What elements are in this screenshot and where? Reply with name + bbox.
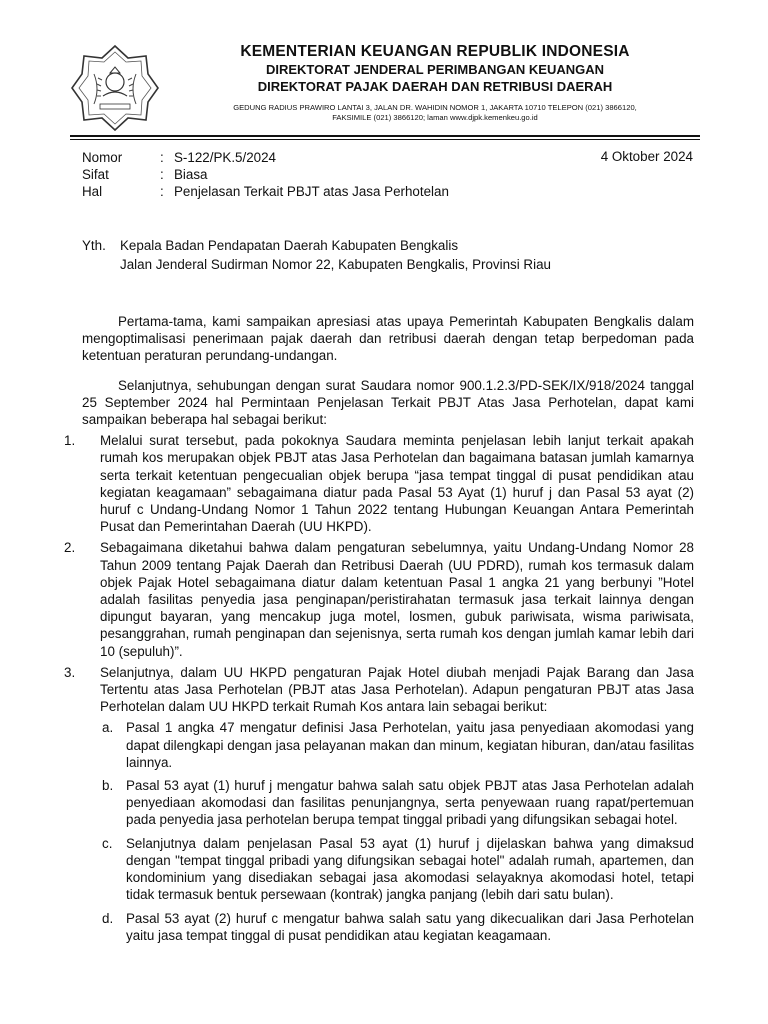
paragraph-1: Pertama-tama, kami sampaikan apresiasi atas upaya Pemerintah Kabupaten Bengkalis dalam mengoptimalisasi penerimaan pajak daerah dan retribusi daerah dengan tetap berpedoman pada ketentuan peraturan perundang-undangan. xyxy=(82,314,694,364)
spacer xyxy=(82,255,120,274)
letterhead xyxy=(170,42,700,123)
yth-label: Yth. xyxy=(82,238,106,253)
addressee-block xyxy=(82,236,551,274)
sub-list-item xyxy=(82,719,694,771)
list-number: 3. xyxy=(64,664,76,680)
sifat-row xyxy=(82,166,449,183)
letter-date: 4 Oktober 2024 xyxy=(600,149,693,164)
list-item xyxy=(64,432,694,535)
directorate-name: DIREKTORAT PAJAK DAERAH DAN RETRIBUSI DAERAH xyxy=(257,79,613,94)
hal-label: Hal xyxy=(82,184,103,199)
sub-list-item xyxy=(82,777,694,829)
sifat-value: Biasa xyxy=(174,167,208,182)
list-item xyxy=(64,539,694,659)
list-number: 1. xyxy=(64,433,76,449)
kemenkeu-emblem-icon xyxy=(70,44,160,132)
letterhead-rule-thick xyxy=(70,135,700,137)
sub-list-text: Pasal 53 ayat (2) huruf c mengatur bahwa salah satu yang dikecualikan dari Jasa Perhotelan yaitu jasa tempat tinggal di pusat pendidikan atau kegiatan keagamaan. xyxy=(126,910,694,943)
addressee-address: Jalan Jenderal Sudirman Nomor 22, Kabupaten Bengkalis, Provinsi Riau xyxy=(120,257,551,272)
sifat-label: Sifat xyxy=(82,167,109,182)
list-item-text: Melalui surat tersebut, pada pokoknya Saudara meminta penjelasan lebih lanjut terkait apakah rumah kos merupakan objek PBJT atas Jasa Perhotelan dan bagaimana batasan jumlah kamarnya serta terkait ketentuan pengecualian objek berupa “jasa tempat tinggal di pusat pendidikan atau kegiatan keagamaan” sebagaimana diatur pada Pasal 53 Ayat (1) huruf j dan Pasal 53 ayat (2) huruf c Undang-Undang Nomor 1 Tahun 2022 tentang Hubungan Keuangan Antara Pemerintah Pusat dan Pemerintahan Daerah (UU HKPD). xyxy=(100,433,694,535)
nomor-label: Nomor xyxy=(82,150,123,165)
hal-value: Penjelasan Terkait PBJT atas Jasa Perhotelan xyxy=(174,184,449,199)
colon: : xyxy=(160,150,164,165)
nomor-value: S-122/PK.5/2024 xyxy=(174,150,276,165)
colon: : xyxy=(160,167,164,182)
list-item-text: Sebagaimana diketahui bahwa dalam pengaturan sebelumnya, yaitu Undang-Undang Nomor 28 Tahun 2009 tentang Pajak Daerah dan Retribusi Daerah (UU PDRD), rumah kos termasuk dalam objek Pajak Hotel sebagaimana diatur dalam ketentuan Pasal 1 angka 21 yang berbunyi ”Hotel adalah fasilitas penyedia jasa penginapan/peristirahatan termasuk jasa terkait lainnya dengan dipungut bayaran, yang mencakup juga motel, losmen, gubuk pariwisata, wisma pariwisata, pesanggrahan, rumah penginapan dan sejenisnya, serta rumah kos dengan jumlah kamar lebih dari 10 (sepuluh)”. xyxy=(100,540,694,659)
sub-list-letter: c. xyxy=(102,835,113,851)
letterhead-rule-thin xyxy=(70,139,700,140)
hal-row xyxy=(82,183,449,200)
addressee-address-row xyxy=(82,255,551,274)
list-item xyxy=(64,664,694,716)
office-address xyxy=(170,103,700,123)
address-line-1: GEDUNG RADIUS PRAWIRO LANTAI 3, JALAN DR. WAHIDIN NOMOR 1, JAKARTA 10710 TELEPON (021) 3866120, xyxy=(233,103,637,112)
directorate-general-name: DIREKTORAT JENDERAL PERIMBANGAN KEUANGAN xyxy=(265,62,605,77)
ministry-name: KEMENTERIAN KEUANGAN REPUBLIK INDONESIA xyxy=(240,43,630,60)
sub-list-item xyxy=(82,835,694,904)
sub-list-text: Pasal 1 angka 47 mengatur definisi Jasa Perhotelan, yaitu jasa penyediaan akomodasi yang dapat dilengkapi dengan jasa pelayanan makan dan minum, kegiatan hiburan, dan/atau fasilitas lainnya. xyxy=(126,720,695,770)
paragraph-2: Selanjutnya, sehubungan dengan surat Saudara nomor 900.1.2.3/PD-SEK/IX/918/2024 tanggal 25 September 2024 hal Permintaan Penjelasan Terkait PBJT Atas Jasa Perhotelan, dapat kami sampaikan beberapa hal sebagai berikut: xyxy=(82,377,694,428)
list-number: 2. xyxy=(64,540,76,556)
sub-list-text: Pasal 53 ayat (1) huruf j mengatur bahwa salah satu objek PBJT atas Jasa Perhotelan adalah penyediaan akomodasi dan fasilitas penunjangnya, serta penyewaan ruang rapat/pertemuan pada penyedia jasa perhotelan berupa tempat tinggal pribadi yang difungsikan sebagai hotel. xyxy=(126,778,694,828)
sub-list-letter: d. xyxy=(102,910,114,926)
letter-body xyxy=(64,313,695,950)
address-line-2: FAKSIMILE (021) 3866120; laman www.djpk.kemenkeu.go.id xyxy=(332,113,538,122)
sub-list-letter: a. xyxy=(102,720,114,736)
letter-meta xyxy=(82,149,449,200)
sub-list-item xyxy=(82,910,694,944)
sub-list-text: Selanjutnya dalam penjelasan Pasal 53 ayat (1) huruf j dijelaskan bahwa yang dimaksud dengan "tempat tinggal pribadi yang difungsikan sebagai hotel" adalah rumah, apartemen, dan kondominium yang disediakan sebagai jasa akomodasi selayaknya akomodasi hotel, tetapi tidak termasuk bentuk persewaan (kontrak) jangka panjang (lebih dari satu bulan). xyxy=(126,835,694,903)
addressee-name-row xyxy=(82,236,551,255)
addressee-name: Kepala Badan Pendapatan Daerah Kabupaten Bengkalis xyxy=(120,238,459,253)
list-item-text: Selanjutnya, dalam UU HKPD pengaturan Pajak Hotel diubah menjadi Pajak Barang dan Jasa Tertentu atas Jasa Perhotelan (PBJT atas Jasa Perhotelan). Adapun pengaturan PBJT atas Jasa Perhotelan dalam UU HKPD terkait Rumah Kos antara lain sebagai berikut: xyxy=(100,664,694,715)
colon: : xyxy=(160,184,164,199)
nomor-row xyxy=(82,149,449,166)
sub-list-letter: b. xyxy=(102,778,114,794)
